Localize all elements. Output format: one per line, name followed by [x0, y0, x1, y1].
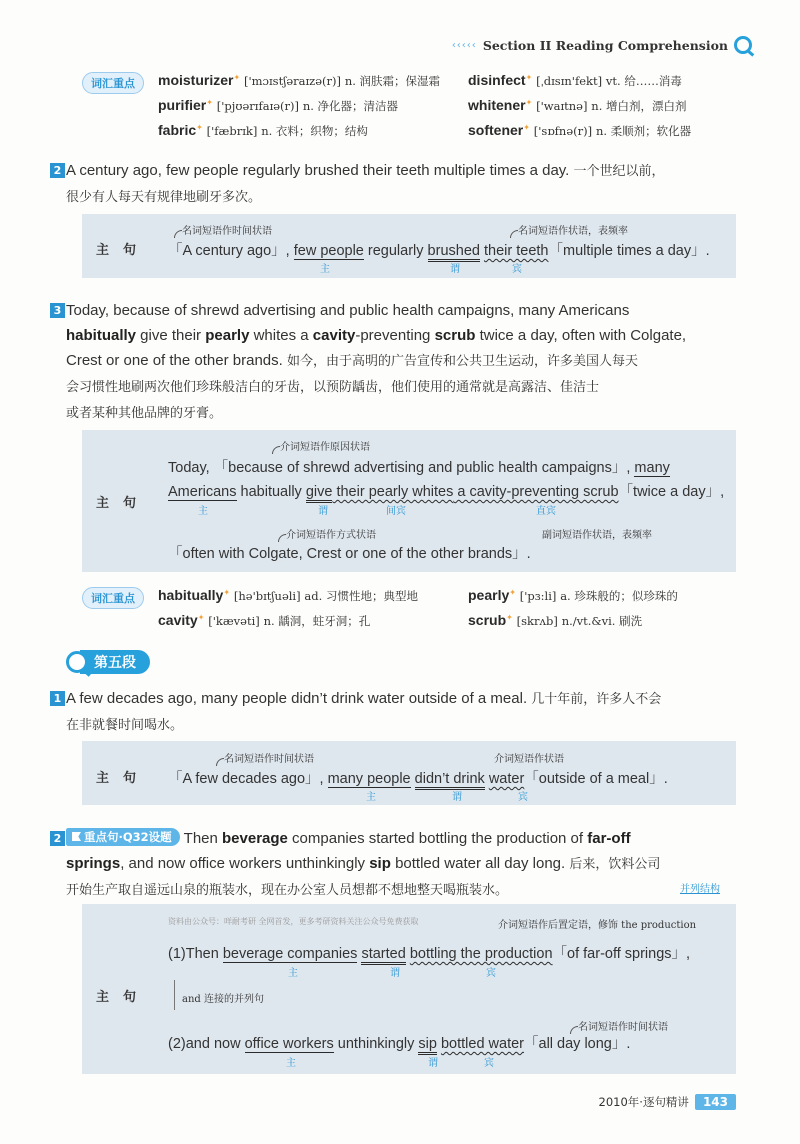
vocab-definition: n./vt.&vi. 刷洗: [561, 614, 643, 628]
vocab-highlight: scrub: [434, 327, 476, 344]
vocab-phonetic: ['fæbrɪk]: [206, 124, 258, 138]
sentence-part: 「A century ago」,: [168, 243, 294, 259]
vocab-word: softener: [468, 122, 524, 138]
vocab-highlight: habitually: [66, 327, 137, 344]
role-label: 谓: [390, 968, 400, 979]
chinese-text: 几十年前，许多人不会: [531, 692, 662, 707]
object: their teeth: [483, 243, 549, 259]
sentence-number: 2: [50, 831, 65, 846]
object: bottled water: [440, 1036, 525, 1052]
chinese-text: 会习惯性地刷两次他们珍珠般洁白的牙齿，以预防龋齿，他们使用的通常就是高露洁、佳洁士: [66, 380, 600, 395]
annotation: 名词短语作时间状语: [578, 1022, 668, 1033]
vocab-word: disinfect: [468, 72, 526, 88]
chinese-text: 后来，饮料公司: [569, 857, 661, 872]
role-label: 宾: [486, 968, 496, 979]
running-header: [452, 36, 752, 54]
vocab-item: [468, 72, 682, 89]
predicate: didn’t drink: [415, 771, 485, 790]
predicate: brushed: [428, 243, 480, 262]
annotation-arrow: [216, 758, 224, 766]
english-text: -preventing: [355, 327, 435, 344]
star-icon: ✦: [509, 588, 516, 597]
vocab-definition: n. 润肤霜；保湿霜: [344, 74, 441, 88]
english-text: Today, because of shrewd advertising and public health campaigns, many Americans: [66, 302, 630, 319]
vocab-phonetic: [ˌdɪsɪn'fekt]: [536, 74, 603, 88]
star-icon: ✦: [525, 98, 533, 107]
chinese-text: 开始生产取自遥远山泉的瓶装水，现在办公室人员想都不想地整天喝瓶装水。: [66, 883, 509, 898]
sentence-paragraph: [53, 158, 746, 210]
vocab-definition: n. 衣料；织物；结构: [261, 124, 368, 138]
vocab-word: whitener: [468, 97, 526, 113]
annotation-arrow: [174, 230, 182, 238]
annotation: 名词短语作时间状语: [224, 754, 314, 765]
star-icon: ✦: [233, 73, 241, 82]
analyzed-sentence-line: [168, 1032, 630, 1053]
vocab-item: [158, 612, 370, 629]
vocab-word: habitually: [158, 587, 224, 603]
star-icon: ✦: [525, 73, 533, 82]
key-sentence-tag: [66, 828, 180, 846]
analysis-box: [82, 741, 736, 805]
vocab-definition: n. 柔顺剂；软化器: [595, 124, 692, 138]
sentence-part: 「all day long」.: [524, 1036, 631, 1052]
subject: beverage companies: [222, 946, 358, 962]
analyzed-sentence-line: [168, 456, 670, 477]
english-text: give their: [136, 327, 206, 344]
star-icon: ✦: [223, 588, 231, 597]
vocab-word: scrub: [468, 612, 507, 628]
annotation: 介词短语作原因状语: [280, 442, 370, 453]
sentence-part: 「twice a day」,: [618, 484, 725, 500]
vocab-phonetic: [hə'bɪtʃuəli]: [233, 589, 301, 603]
vocab-phonetic: [skrʌb]: [516, 614, 558, 628]
subject: Americans: [168, 484, 237, 500]
annotation-arrow: [272, 446, 280, 454]
chinese-text: 如今，由于高明的广告宣传和公共卫生运动，许多美国人每天: [286, 354, 638, 369]
box-label: 主句: [96, 771, 151, 786]
english-text: Then: [183, 830, 223, 847]
direct-object: a cavity-preventing scrub: [453, 484, 619, 500]
vocab-definition: n. 龋洞，蛀牙洞；孔: [263, 614, 371, 628]
sentence-part: 「outside of a meal」.: [524, 771, 668, 787]
vocab-item: [468, 97, 687, 114]
page-footer: [599, 1094, 736, 1110]
analyzed-sentence: [168, 239, 710, 260]
sentence-paragraph: [53, 826, 746, 903]
vocab-phonetic: ['kævəti]: [208, 614, 260, 628]
annotation: 名词短语作状语，表频率: [518, 226, 628, 237]
magnifier-icon: [66, 651, 88, 673]
role-label: 主: [286, 1058, 296, 1069]
analyzed-sentence-line: [168, 542, 531, 563]
sentence-number: 2: [50, 163, 65, 178]
sentence-part: 「often with Colgate, Crest or one of the other brands」.: [168, 546, 531, 562]
conjunction-note: and 连接的并列句: [182, 994, 264, 1005]
box-label: 主句: [96, 496, 151, 511]
sentence-part: 「multiple times a day」.: [548, 243, 710, 259]
annotation-arrow: [278, 534, 286, 542]
header-arrows-icon: ‹‹‹‹‹: [451, 39, 477, 51]
annotation: 介词短语作状语: [494, 754, 564, 765]
sentence-part: (2)and now: [168, 1036, 245, 1052]
box-label: 主句: [96, 990, 151, 1005]
object: water: [488, 771, 525, 787]
object: bottling the production: [409, 946, 553, 962]
vocab-definition: a. 珍珠般的；似珍珠的: [560, 589, 678, 603]
indirect-object: their pearly whites: [332, 484, 454, 500]
vocab-word: moisturizer: [158, 72, 234, 88]
vocab-phonetic: ['mɔɪstʃəraɪzə(r)]: [244, 74, 341, 88]
subject: many: [634, 460, 670, 476]
role-label: 宾: [518, 792, 528, 803]
star-icon: ✦: [506, 613, 513, 622]
vocab-highlight: far-off: [587, 830, 631, 847]
vocab-item: [158, 72, 440, 89]
sentence-paragraph: [53, 686, 746, 738]
english-text: , and now office workers unthinkingly: [120, 855, 370, 872]
star-icon: ✦: [206, 98, 213, 107]
chinese-text: 很少有人每天有规律地刷牙多次。: [66, 190, 262, 205]
sentence-part: regularly: [363, 243, 428, 259]
role-label: 谓: [452, 792, 462, 803]
flag-icon: [72, 832, 81, 841]
section-heading: [66, 650, 150, 674]
vocab-item: [468, 122, 691, 139]
chinese-text: 或者某种其他品牌的牙膏。: [66, 406, 223, 421]
analysis-box: [82, 430, 736, 572]
sentence-paragraph: [53, 298, 746, 426]
analyzed-sentence-line: [168, 480, 724, 501]
vocab-item: [468, 587, 678, 604]
star-icon: ✦: [196, 123, 203, 132]
vocab-definition: vt. 给……消毒: [605, 74, 682, 88]
vocab-word: fabric: [158, 122, 197, 138]
english-text: bottled water all day long.: [390, 855, 570, 872]
vocab-tag: 词汇重点: [82, 72, 144, 94]
vocab-item: [468, 612, 642, 629]
english-text: twice a day, often with Colgate,: [475, 327, 687, 344]
subject: few people: [293, 243, 364, 259]
sentence-part: habitually: [236, 484, 306, 500]
vocab-phonetic: ['waɪtnə]: [536, 99, 588, 113]
key-sentence-label: 重点句·Q32设题: [84, 830, 172, 844]
subject: office workers: [244, 1036, 334, 1052]
role-label: 主: [320, 264, 330, 275]
english-text: A century ago, few people regularly brushed their teeth multiple times a day.: [66, 162, 570, 179]
section-title: 第五段: [80, 650, 150, 674]
vocab-item: [158, 122, 368, 139]
analysis-box: [82, 214, 736, 278]
sentence-part: 「of far-off springs」,: [552, 946, 691, 962]
english-text: whites a: [249, 327, 313, 344]
vocab-item: [158, 587, 418, 604]
vocab-phonetic: ['pɜ:li]: [519, 589, 557, 603]
role-label: 谓: [318, 506, 328, 517]
role-label: 直宾: [536, 506, 556, 517]
annotation-arrow: [510, 230, 518, 238]
box-label: 主句: [96, 243, 151, 258]
footer-text: 2010年·逐句精讲: [598, 1095, 689, 1109]
role-label: 宾: [484, 1058, 494, 1069]
analyzed-sentence: [168, 767, 668, 788]
subject: many people: [327, 771, 411, 787]
annotation: 名词短语作时间状语: [182, 226, 272, 237]
star-icon: ✦: [197, 613, 205, 622]
role-label: 谓: [428, 1058, 438, 1069]
vocab-definition: n. 净化器；清洁器: [302, 99, 399, 113]
english-text: Crest or one of the other brands.: [66, 352, 287, 369]
bracket-line: [174, 980, 175, 1010]
vocab-word: cavity: [158, 612, 198, 628]
watermark: 资料由公众号：咩耐考研 全网首发，更多考研资料关注公众号免费获取: [168, 917, 419, 926]
predicate: give: [306, 484, 333, 503]
predicate: started: [361, 946, 405, 965]
magnifier-icon: [734, 36, 752, 54]
sentence-part: unthinkingly: [333, 1036, 419, 1052]
vocab-phonetic: ['sɒfnə(r)]: [533, 124, 593, 138]
star-icon: ✦: [523, 123, 530, 132]
role-label: 主: [288, 968, 298, 979]
sentence-number: 1: [50, 691, 65, 706]
analyzed-sentence-line: [168, 942, 690, 963]
vocab-highlight: sip: [369, 855, 391, 872]
role-label: 宾: [512, 264, 522, 275]
role-label: 谓: [450, 264, 460, 275]
page-number: 143: [695, 1094, 736, 1110]
predicate: sip: [418, 1036, 437, 1055]
chinese-text: 一个世纪以前，: [573, 164, 665, 179]
role-label: 主: [198, 506, 208, 517]
english-text: companies started bottling the production of: [287, 830, 588, 847]
vocab-highlight: springs: [66, 855, 121, 872]
annotation: 介词短语作后置定语，修饰 the production: [498, 920, 697, 931]
annotation: 介词短语作方式状语: [286, 530, 376, 541]
analysis-box: [82, 904, 736, 1074]
vocab-definition: ad. 习惯性地；典型地: [304, 589, 418, 603]
vocab-item: [158, 97, 398, 114]
annotation: 副词短语作状语，表频率: [542, 530, 652, 541]
vocab-highlight: cavity: [312, 327, 356, 344]
vocab-word: purifier: [158, 97, 207, 113]
role-label: 间宾: [386, 506, 406, 517]
chinese-text: 在非就餐时间喝水。: [66, 718, 184, 733]
sentence-part: Today, 「because of shrewd advertising and public health campaigns」,: [168, 460, 635, 476]
vocab-highlight: beverage: [222, 830, 288, 847]
header-title: Section II Reading Comprehension: [482, 37, 728, 53]
vocab-phonetic: ['pjʊərɪfaɪə(r)]: [216, 99, 300, 113]
vocab-word: pearly: [468, 587, 510, 603]
vocab-tag: 词汇重点: [82, 587, 144, 609]
vocab-highlight: pearly: [205, 327, 250, 344]
english-text: A few decades ago, many people didn’t drink water outside of a meal.: [66, 690, 528, 707]
sentence-number: 3: [50, 303, 65, 318]
structure-note: 并列结构: [680, 884, 720, 895]
sentence-part: 「A few decades ago」,: [168, 771, 328, 787]
vocab-definition: n. 增白剂，漂白剂: [591, 99, 687, 113]
sentence-part: (1)Then: [168, 946, 223, 962]
role-label: 主: [366, 792, 376, 803]
